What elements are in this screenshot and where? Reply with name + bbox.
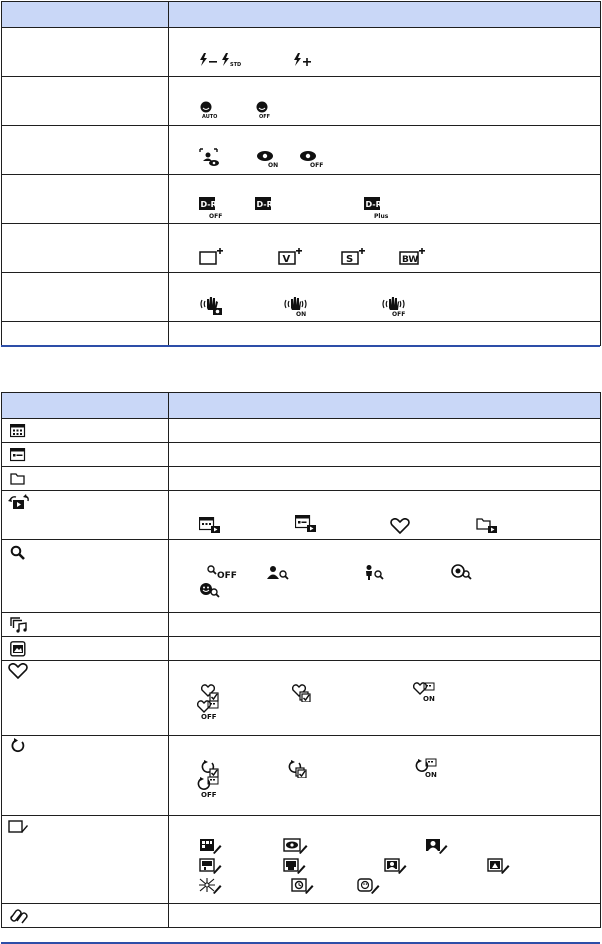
retouch-star-icon <box>291 878 315 895</box>
row-options-cell <box>169 28 601 77</box>
svg-text:D-R: D-R <box>256 200 273 209</box>
protect-multi-icon <box>288 760 310 778</box>
svg-text:S: S <box>346 254 354 265</box>
search-icon <box>10 545 26 561</box>
svg-text:ON: ON <box>423 695 435 702</box>
table-row <box>2 613 601 637</box>
svg-text:OFF: OFF <box>209 213 223 219</box>
header-cell-left <box>2 393 169 419</box>
dro-standard-icon <box>255 197 273 211</box>
svg-text:STD: STD <box>230 62 242 67</box>
favorite-all-off-icon <box>197 700 223 720</box>
search-smile-icon <box>199 582 223 599</box>
svg-text:D-R: D-R <box>200 200 217 209</box>
svg-text:ON: ON <box>268 162 279 168</box>
table-row <box>2 77 601 126</box>
svg-text:V: V <box>282 254 291 265</box>
top-settings-table <box>1 1 601 346</box>
section-divider <box>1 345 600 347</box>
table-row <box>2 224 601 273</box>
table-row <box>2 467 601 491</box>
row-label-cell <box>2 491 169 540</box>
protect-all-on-icon <box>415 758 439 778</box>
table-row <box>2 540 601 613</box>
row-options-cell <box>169 77 601 126</box>
row-label-cell <box>2 637 169 661</box>
row-options-cell <box>169 322 601 346</box>
link-icon <box>8 908 28 924</box>
retouch-trim-icon <box>199 838 223 855</box>
search-child-icon <box>363 564 387 581</box>
red-eye-off-icon <box>299 148 325 168</box>
header-row <box>2 393 601 419</box>
row-label-cell <box>2 443 169 467</box>
row-label-cell <box>2 540 169 613</box>
svg-text:Plus: Plus <box>374 213 389 219</box>
svg-text:D-R: D-R <box>365 200 382 209</box>
search-baby-icon <box>451 564 475 581</box>
table-row <box>2 661 601 736</box>
table-row <box>2 443 601 467</box>
event-view-icon <box>10 448 26 462</box>
table-row <box>2 736 601 816</box>
table-row <box>2 126 601 175</box>
svg-text:OFF: OFF <box>259 114 271 119</box>
row-options-cell <box>169 661 601 736</box>
search-off-icon <box>207 565 237 579</box>
row-label-cell <box>2 613 169 637</box>
row-label-cell <box>2 77 169 126</box>
retouch-fisheye-icon <box>487 858 511 875</box>
header-cell-right <box>169 393 601 419</box>
row-options-cell <box>169 816 601 904</box>
flash-minus-icon <box>199 53 219 67</box>
row-label-cell <box>2 175 169 224</box>
row-options-cell <box>169 540 601 613</box>
event-play-icon <box>295 515 317 533</box>
row-options-cell <box>169 443 601 467</box>
smile-shutter-off-icon <box>255 101 277 119</box>
table-row <box>2 637 601 661</box>
table-row <box>2 273 601 322</box>
table-row <box>2 322 601 346</box>
svg-text:BW: BW <box>402 255 419 265</box>
flash-standard-icon <box>221 53 243 67</box>
row-label-cell <box>2 322 169 346</box>
date-view-icon <box>10 424 26 438</box>
retouch-paint-icon <box>199 858 223 875</box>
folder-view-icon <box>10 472 26 486</box>
flash-plus-icon <box>293 53 315 67</box>
header-cell-right <box>169 2 601 28</box>
dro-off-icon <box>199 197 225 219</box>
svg-text:OFF: OFF <box>310 162 324 168</box>
row-options-cell <box>169 736 601 816</box>
svg-text:OFF: OFF <box>201 713 217 720</box>
row-options-cell <box>169 126 601 175</box>
retouch-radial-icon <box>199 878 223 895</box>
row-label-cell <box>2 126 169 175</box>
search-group-icon <box>265 565 291 581</box>
row-options-cell <box>169 419 601 443</box>
table-row <box>2 28 601 77</box>
table-row <box>2 491 601 540</box>
calendar-play-icon <box>199 517 221 534</box>
steadyshot-on-icon <box>283 296 313 316</box>
row-label-cell <box>2 224 169 273</box>
header-cell-left <box>2 2 169 28</box>
favorite-all-on-icon <box>413 682 437 702</box>
dro-plus-icon <box>364 197 394 219</box>
steadyshot-off-icon <box>381 296 411 316</box>
row-label-cell <box>2 736 169 816</box>
favorite-multi-icon <box>292 684 312 702</box>
row-options-cell <box>169 224 601 273</box>
retouch-soft-icon <box>283 858 307 875</box>
row-label-cell <box>2 661 169 736</box>
protect-all-off-icon <box>197 776 223 798</box>
row-options-cell <box>169 637 601 661</box>
retouch-face-icon <box>384 858 408 875</box>
svg-text:ON: ON <box>425 771 437 778</box>
color-mode-sepia-icon <box>341 248 367 266</box>
row-label-cell <box>2 419 169 443</box>
retouch-miniature-icon <box>357 878 381 895</box>
retouch-portrait-icon <box>425 838 449 855</box>
color-mode-vivid-icon <box>278 248 304 266</box>
table-row <box>2 175 601 224</box>
row-label-cell <box>2 904 169 928</box>
row-options-cell <box>169 175 601 224</box>
table-row <box>2 904 601 928</box>
folder-play-icon <box>476 517 498 534</box>
favorites-play-icon <box>390 518 410 534</box>
row-label-cell <box>2 467 169 491</box>
svg-text:AUTO: AUTO <box>202 114 218 119</box>
color-mode-bw-icon <box>399 248 427 266</box>
row-options-cell <box>169 613 601 637</box>
steadyshot-shooting-icon <box>199 296 225 316</box>
picture-frame-icon <box>10 641 26 657</box>
favorites-icon <box>8 663 28 679</box>
red-eye-on-icon <box>256 148 280 168</box>
row-options-cell <box>169 273 601 322</box>
protect-icon <box>10 738 26 754</box>
svg-text:OFF: OFF <box>217 571 237 579</box>
retouch-icon <box>8 819 28 835</box>
row-label-cell <box>2 28 169 77</box>
svg-text:ON: ON <box>296 311 307 316</box>
red-eye-auto-icon <box>199 148 221 168</box>
slideshow-music-icon <box>10 617 28 633</box>
playback-mode-icon <box>8 494 30 512</box>
svg-text:OFF: OFF <box>392 311 406 316</box>
table-row <box>2 419 601 443</box>
row-label-cell <box>2 816 169 904</box>
retouch-red-eye-icon <box>283 838 309 855</box>
header-row <box>2 2 601 28</box>
row-options-cell <box>169 904 601 928</box>
svg-text:OFF: OFF <box>201 791 217 798</box>
bottom-settings-table <box>1 392 601 928</box>
color-mode-normal-icon <box>199 248 225 266</box>
smile-shutter-auto-icon <box>199 101 221 119</box>
row-options-cell <box>169 491 601 540</box>
row-options-cell <box>169 467 601 491</box>
table-row <box>2 816 601 904</box>
row-label-cell <box>2 273 169 322</box>
